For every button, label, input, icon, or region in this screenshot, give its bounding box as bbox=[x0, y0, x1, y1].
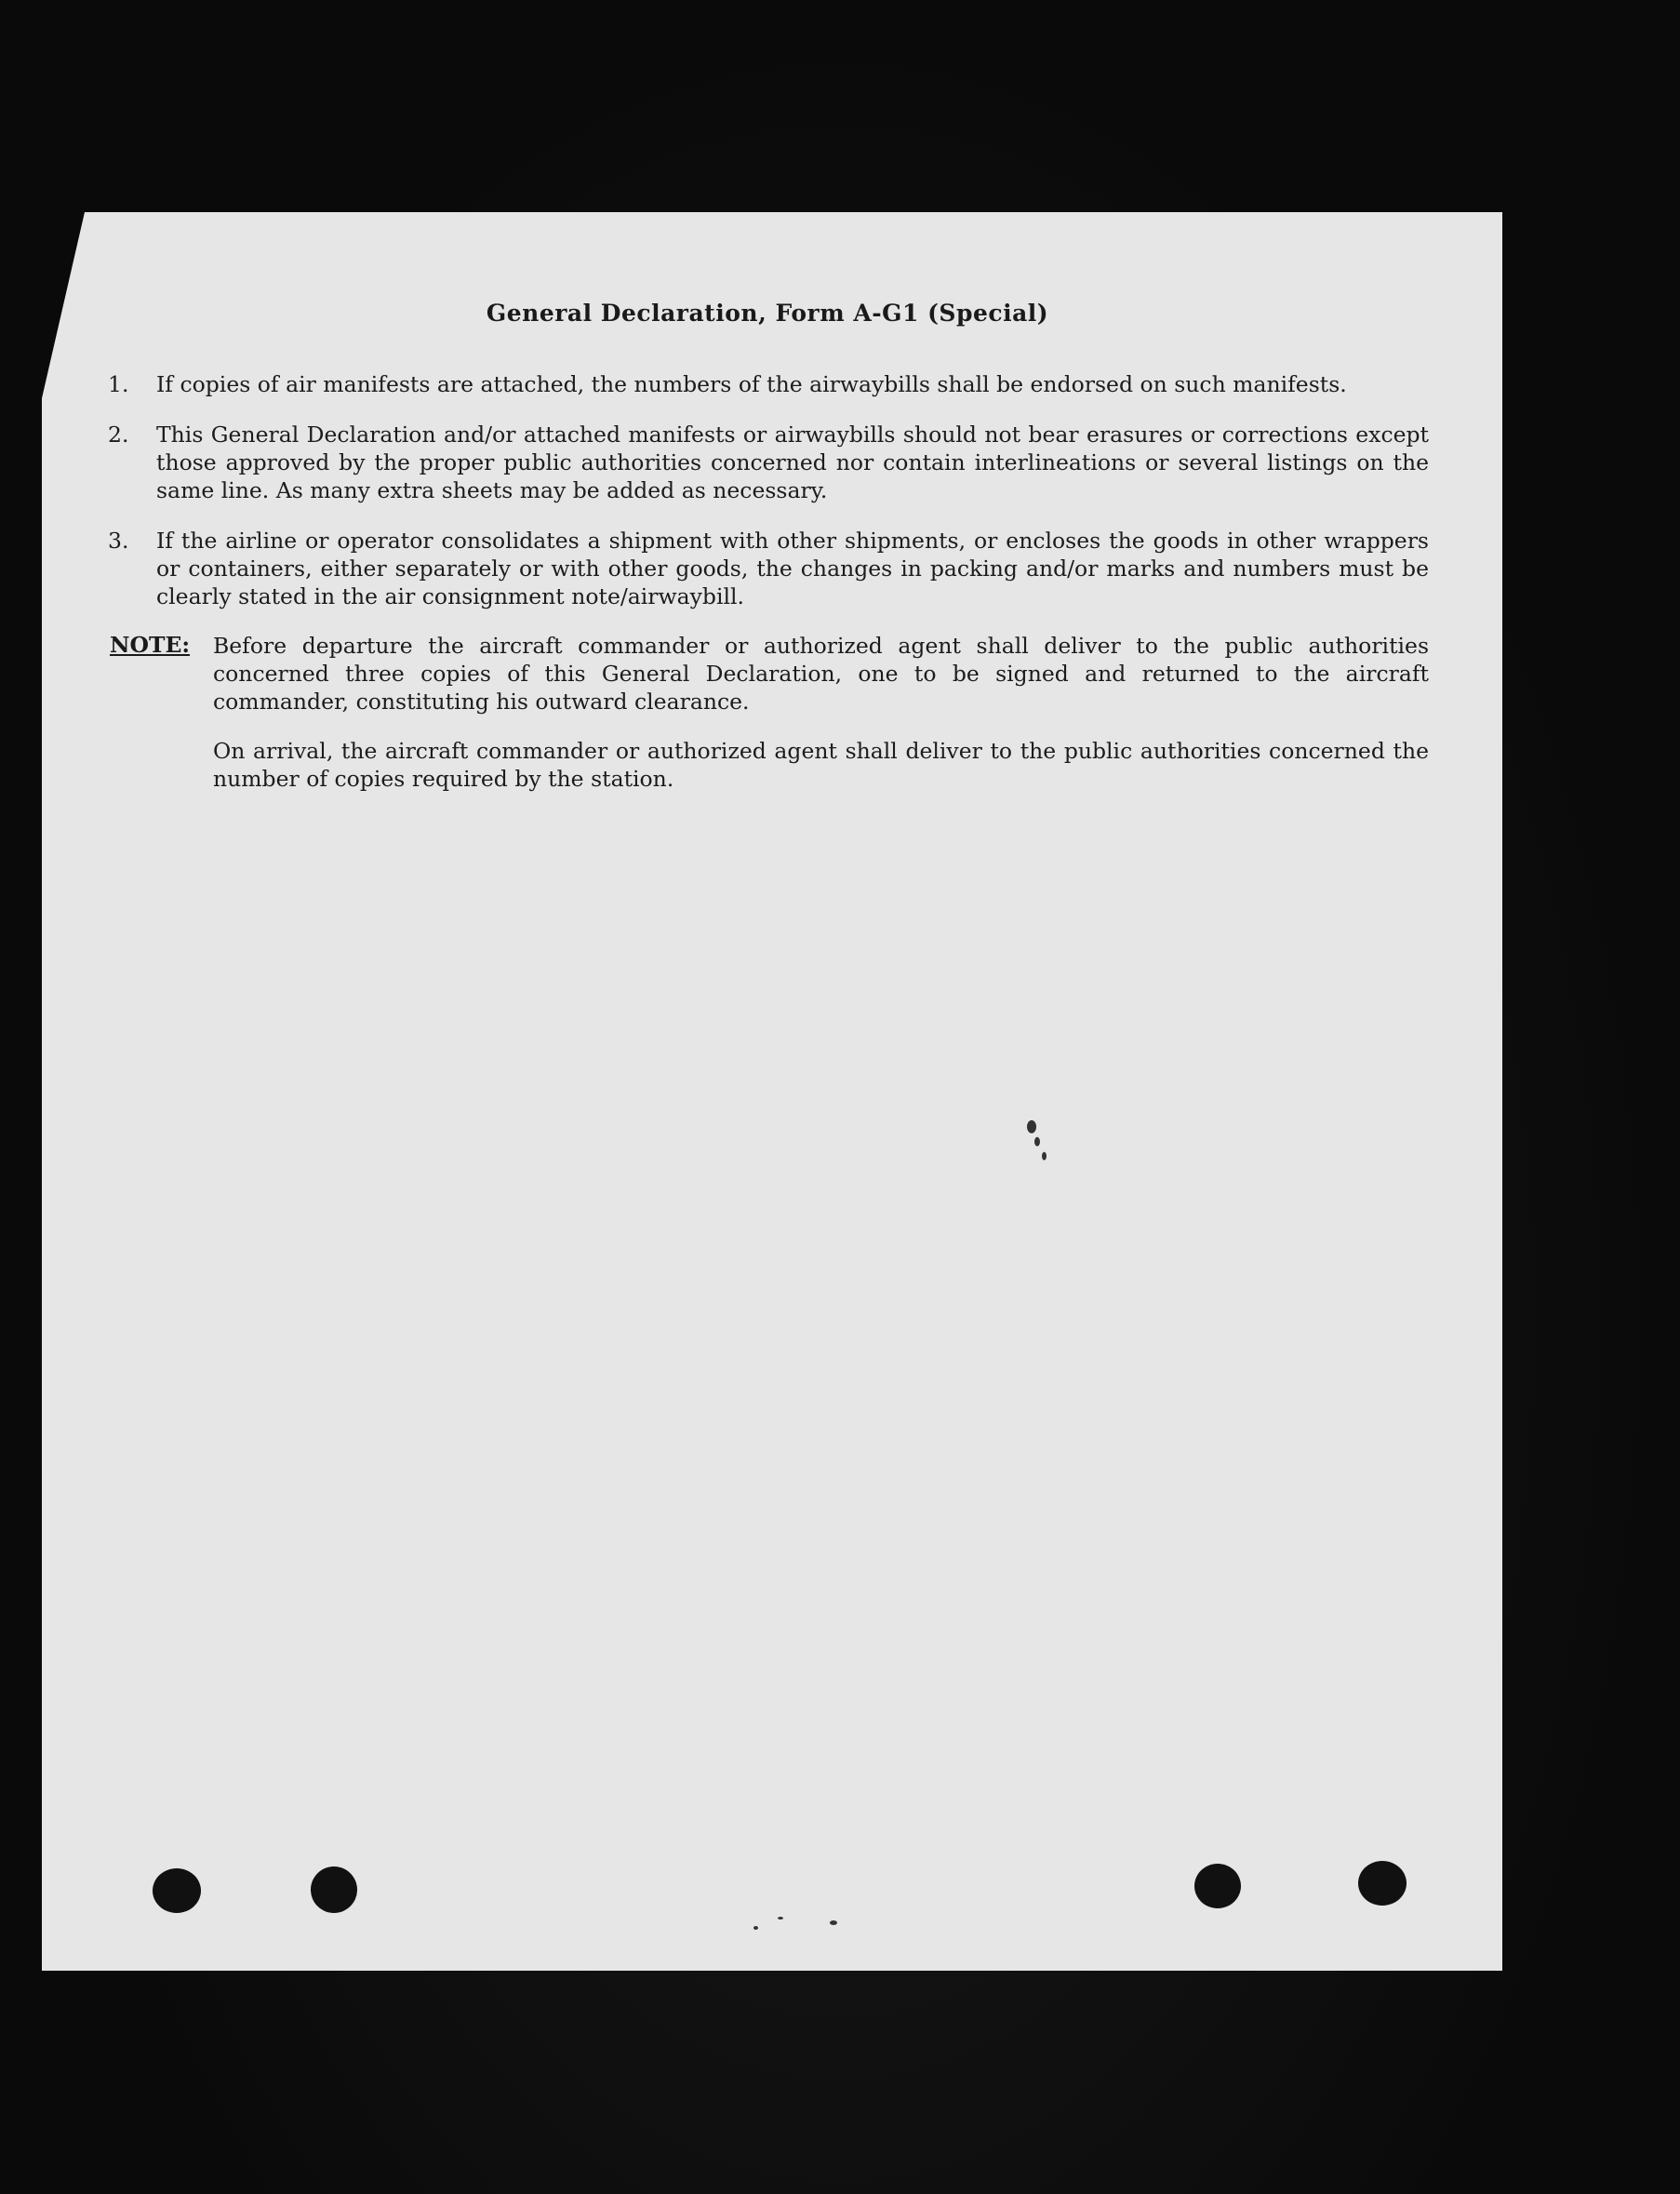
note-paragraph-1: Before departure the aircraft commander or authorized agent shall deliver to the public authorities concerned three copies of this General Declaration, one to be signed and returned to the aircraft commander, constituting his outward clearance. bbox=[213, 633, 1429, 715]
scan-speck bbox=[1027, 1120, 1036, 1133]
note-label: NOTE: bbox=[110, 632, 191, 658]
item-number: 3. bbox=[108, 528, 129, 554]
scan-speck bbox=[778, 1917, 783, 1920]
punch-hole bbox=[153, 1868, 201, 1913]
item-number: 1. bbox=[108, 371, 129, 397]
punch-hole bbox=[1194, 1864, 1241, 1908]
punch-hole bbox=[1358, 1861, 1407, 1906]
item-text: If the airline or operator consolidates a shipment with other shipments, or encloses the goods in other wrappers or containers, either separately or with other goods, the changes in packing and/or marks and numbers must be clearly stated in the air consignment note/airwaybill. bbox=[156, 528, 1429, 609]
punch-hole bbox=[311, 1866, 357, 1913]
scan-speck bbox=[753, 1926, 758, 1930]
note-paragraph-2: On arrival, the aircraft commander or authorized agent shall deliver to the public authorities concerned the number of copies required by the station. bbox=[213, 738, 1429, 792]
scan-speck bbox=[1042, 1152, 1047, 1160]
item-text: If copies of air manifests are attached, the numbers of the airwaybills shall be endorsed on such manifests. bbox=[156, 371, 1347, 397]
item-text: This General Declaration and/or attached manifests or airwaybills should not bear erasures or corrections except those approved by the proper public authorities concerned nor contain interlineations or several listings on the same line. As many extra sheets may be added as necessary. bbox=[156, 421, 1429, 503]
scan-speck bbox=[1034, 1137, 1040, 1146]
document-title: General Declaration, Form A-G1 (Special) bbox=[486, 300, 1049, 327]
item-number: 2. bbox=[108, 421, 129, 448]
scan-speck bbox=[830, 1920, 837, 1925]
